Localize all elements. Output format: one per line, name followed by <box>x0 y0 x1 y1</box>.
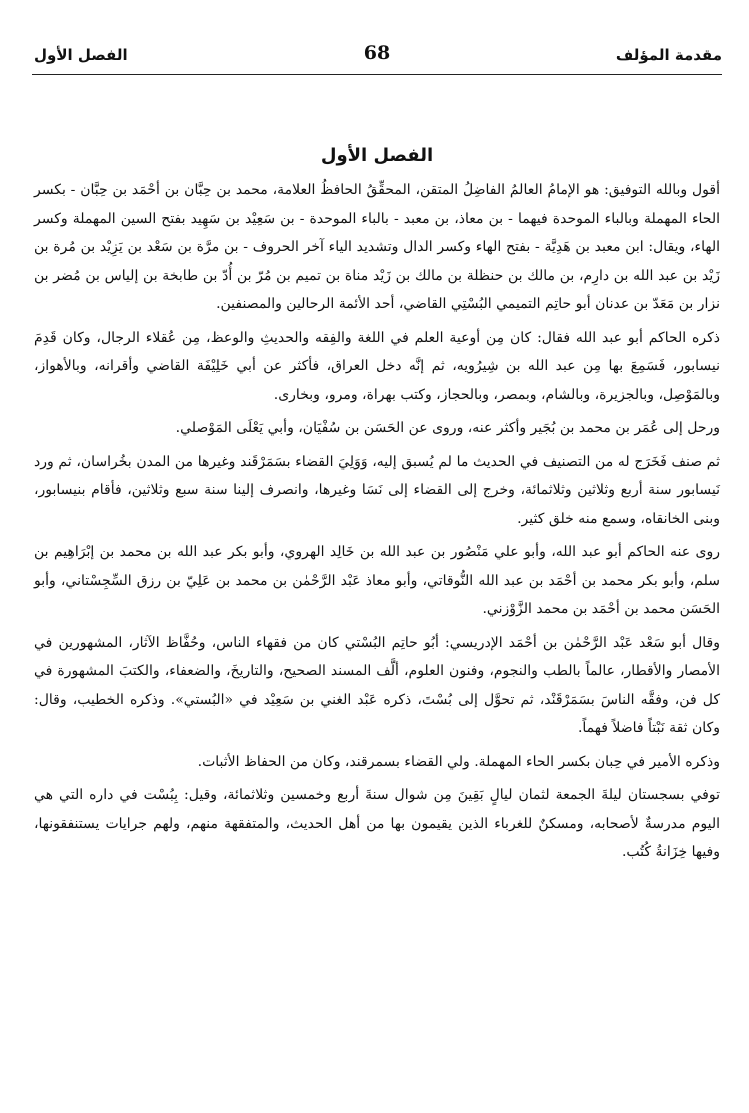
running-header <box>32 40 722 75</box>
paragraph-hakim: ذكره الحاكم أبو عبد الله فقال: كان مِن أوعية العلم في اللغة والفِقه والحديثِ والوعظ، مِن عُقلاء الرجال، وكان قَدِمَ نيسابور، فَسَمِعَ بها مِن عبد الله بن شِيرُويه، ثم إنَّه دخل العراق، فأكثر عن أبي خَلِيْفَة القاضي وأقرانه، وبالأهواز، وبالمَوْصِل، وبالجزيرة، وبالشام، وبمصر، وبالحجاز، وكتب بهراة، ومرو، وبخارى. <box>34 329 720 403</box>
paragraph-travels: ورحل إلى عُمَر بن محمد بن بُجَير وأكثر عنه، وروى عن الحَسَن بن سُفْيَان، وأبي يَعْلَى المَوْصلي. <box>175 420 720 436</box>
page-body <box>34 140 720 872</box>
paragraph-works: ثم صنف فَخَرَج له من التصنيف في الحديث ما لم يُسبق إليه، وَوَلِيَ القضاء بسَمَرْقَند وغيرها من المدن بخُراسان، ثم ورد نَيسابور سنة أربع وثلاثين وثلاثمائة، وخرج إلى القضاء إلى نَسَا وغيرها، وانصرف إلينا سنة سبع وثلاثين، فأقام بنيسابور، وبنى الخانقاه، وسمع منه خلق كثير. <box>34 453 720 527</box>
header-chapter-title: الفصل الأول <box>34 46 128 64</box>
paragraph-lineage: أقول وبالله التوفيق: هو الإمامُ العالمُ الفاضِلُ المتقن، المحقِّقُ الحافظُ العلامة، محمد بن حِبَّان بن أحْمَد بن حِبَّان - بكسر الحاء المهملة وبالباء الموحدة فيهما - بن معاذ، بن معبد - بالباء الموحدة - بن سَعِيْد بن سَهِيد بفتح السين المهملة وكسر الهاء، ويقال: ابن معبد بن هَدِيَّة - بفتح الهاء وكسر الدال وتشديد الياء آخر الحروف - بن مرَّة بن سَعْد بن يَزِيْد بن مُرة بن زَيْد بن عبد الله بن دارِم، بن مالك بن حنظلة بن مالك بن زَيْد مناة بن تميم بن مُرّ بن أُدّ بن طابخة بن إلياس بن مُضر بن نزار بن مَعَدّ بن عدنان أبو حاتِم التميمي البُسْتِي القاضي، أحد الأئمة الرحالين والمصنفين. <box>34 182 720 312</box>
paragraph-students: روى عنه الحاكم أبو عبد الله، وأبو علي مَنْصُور بن عبد الله بن خَالِد الهروي، وأبو بكر عبد الله بن محمد بن إبْرَاهِيم بن سلم، وأبو بكر محمد بن أحْمَد بن عبد الله النُّوقاتي، وأبو معاذ عَبْد الرَّحْمٰن بن محمد بن عَلِيّ بن رزق السِّجِسْتاني، وأبو الحَسَن محمد بن أحْمَد بن محمد الزَّوْزني. <box>34 544 720 617</box>
chapter-title: الفصل الأول <box>320 145 434 166</box>
header-section-title: مقدمة المؤلف <box>615 46 722 64</box>
paragraph-amir: وذكره الأمير في حِبان بكسر الحاء المهملة. ولي القضاء بسمرقند، وكان من الحفاظ الأثبات. <box>197 753 720 770</box>
paragraph-idrisi: وقال أبو سَعْد عَبْد الرَّحْمٰن بن أحْمَد الإدريسي: أبُو حاتِم البُسْتي كان من فقهاء الناس، وحُفَّاظ الآثار، المشهورين في الأمصار والأقطار، عالماً بالطب والنجوم، وفنون العلوم، ألَّف المسند الصحيح، والتاريخَ، والضعفاء، والكتبَ المشهورة في كل فن، وفقَّه الناسَ بسَمَرْقَنْد، ثم تحوَّل إلى بُسْتَ، ذكره عَبْد الغني بن سَعِيْد في «البُستي». وذكره الخطيب، وقال: وكان ثقة نَبْتاً فاضلاً فهماً. <box>34 634 720 736</box>
paragraph-death: توفي بسجستان ليلةَ الجمعة لثمان ليالٍ بَقِينَ مِن شوال سنةَ أربع وخمسين وثلاثمائة، وقيل: بِبُسْت في داره التي هي اليوم مدرسةٌ لأصحابه، ومسكنٌ للغرباء الذين يقيمون بها من أهل الحديث، والمتفقهة منهم، ولهم جرايات يستنفقونها، وفيها خِزَانةُ كُتُب. <box>34 787 720 860</box>
page-number: 68 <box>363 42 391 64</box>
